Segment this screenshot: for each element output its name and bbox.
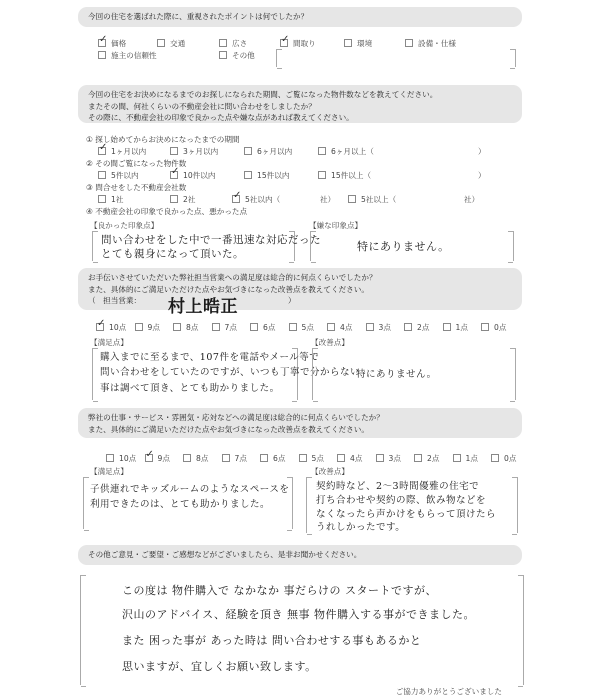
option-label: その他 — [232, 51, 255, 60]
paren-close: ） — [478, 147, 486, 156]
rating-checkbox[interactable] — [491, 454, 499, 462]
unit-companies: 社） — [464, 195, 480, 204]
checkbox-other[interactable] — [219, 51, 227, 59]
checkbox-15properties-plus[interactable] — [318, 171, 326, 179]
other-reason-box[interactable] — [276, 49, 516, 67]
rating-8[interactable] — [183, 453, 222, 464]
option-label: 5件以内 — [111, 171, 139, 180]
checkbox-15properties[interactable] — [244, 171, 252, 179]
section1-header-text: 今回の住宅を選ばれた際に、重視されたポイントは何でしたか？ — [88, 12, 309, 21]
service-improve-line: うれしかったです。 — [316, 522, 406, 533]
option-environment[interactable] — [344, 38, 372, 49]
option-label: 10件以内 — [183, 171, 216, 180]
rating-2[interactable] — [404, 322, 443, 333]
rating-checkbox[interactable] — [173, 323, 181, 331]
rating-10[interactable] — [96, 322, 135, 333]
rating-0[interactable] — [481, 322, 520, 333]
rating-8[interactable] — [173, 322, 212, 333]
rating-checkbox[interactable] — [96, 323, 104, 331]
option-5companies[interactable] — [232, 194, 280, 205]
rating-checkbox[interactable] — [145, 454, 153, 462]
paren-close: ） — [478, 171, 486, 180]
question-properties: ② その間ご覧になった物件数 — [86, 159, 187, 168]
rating-2[interactable] — [414, 453, 453, 464]
service-satisfied-line: 利用できたのは、とても助かりました。 — [90, 499, 271, 510]
section2-header — [78, 85, 522, 123]
rating-label: 3点 — [388, 454, 401, 463]
rating-label: 7点 — [224, 323, 237, 332]
rating-label: 5点 — [311, 454, 324, 463]
rating-checkbox[interactable] — [404, 323, 412, 331]
rating-label: 1点 — [465, 454, 478, 463]
option-label: 5社以上（ — [361, 195, 397, 204]
section4-header-line: 弊社の仕事・サービス・雰囲気・応対などへの満足度は総合的に何点くらいでしたか？ — [88, 413, 384, 422]
option-15properties-plus[interactable] — [318, 170, 371, 181]
rating-1[interactable] — [443, 322, 482, 333]
checkbox-5companies[interactable] — [232, 195, 240, 203]
service-rating-row — [106, 453, 530, 464]
rating-label: 3点 — [378, 323, 391, 332]
section4-header-line: また、具体的にご満足いただけた点やお気づきになった改善点を教えてください。 — [88, 424, 369, 434]
option-label: 設備・仕様 — [418, 39, 456, 48]
rating-checkbox[interactable] — [453, 454, 461, 462]
rating-label: 9点 — [157, 454, 170, 463]
rating-10[interactable] — [106, 453, 145, 464]
staff-row — [88, 295, 512, 307]
staff-label: （ 担当営業： — [88, 296, 142, 306]
rating-5[interactable] — [289, 322, 328, 333]
section3-header-line: お手伝いさせていただいた弊社担当営業への満足度は総合的に何点くらいでしたか？ — [88, 273, 377, 282]
staff-close: ） — [288, 296, 296, 306]
option-label: 広さ — [232, 39, 248, 48]
rating-label: 8点 — [186, 323, 199, 332]
rating-checkbox[interactable] — [135, 323, 143, 331]
option-label: 6ヶ月以上（ — [331, 147, 374, 156]
rating-checkbox[interactable] — [443, 323, 451, 331]
option-5properties[interactable] — [98, 170, 139, 181]
rating-checkbox[interactable] — [106, 454, 114, 462]
rating-checkbox[interactable] — [376, 454, 384, 462]
rating-5[interactable] — [299, 453, 338, 464]
option-10properties[interactable] — [170, 170, 215, 181]
rating-checkbox[interactable] — [327, 323, 335, 331]
staff-improve-title: 【改善点】 — [311, 338, 349, 347]
rating-4[interactable] — [327, 322, 366, 333]
footer-thanks: ご協力ありがとうございました — [395, 687, 502, 696]
rating-checkbox[interactable] — [289, 323, 297, 331]
option-label: 1社 — [111, 195, 124, 204]
option-label: 施主の信頼性 — [111, 51, 157, 60]
checkbox-transport[interactable] — [157, 39, 165, 47]
question-companies: ③ 問合せをした不動産会社数 — [86, 183, 187, 192]
rating-3[interactable] — [366, 322, 405, 333]
rating-label: 4点 — [340, 323, 353, 332]
section2-header-line: 今回の住宅をお決めになるまでのお探しになられた期間、ご覧になった物件数などを教えてください。 — [88, 90, 438, 99]
rating-label: 0点 — [504, 454, 517, 463]
rating-label: 6点 — [263, 323, 276, 332]
rating-0[interactable] — [491, 453, 530, 464]
rating-checkbox[interactable] — [366, 323, 374, 331]
staff-name: 村上晧正 — [168, 297, 238, 317]
rating-checkbox[interactable] — [337, 454, 345, 462]
checkbox-2companies[interactable] — [170, 195, 178, 203]
option-equipment[interactable] — [405, 38, 456, 49]
rating-1[interactable] — [453, 453, 492, 464]
option-1company[interactable] — [98, 194, 123, 205]
option-price[interactable] — [98, 38, 126, 49]
rating-checkbox[interactable] — [260, 454, 268, 462]
option-6month[interactable] — [244, 146, 292, 157]
staff-satisfied-line: 事は調べて頂き、とても助かりました。 — [100, 383, 280, 394]
rating-checkbox[interactable] — [414, 454, 422, 462]
option-label: 1ヶ月以内 — [111, 147, 147, 156]
rating-6[interactable] — [260, 453, 299, 464]
option-6month-plus[interactable] — [318, 146, 374, 157]
service-satisfied-title: 【満足点】 — [90, 467, 128, 476]
service-satisfied-line: 子供連れでキッズルームのようなスペースを — [90, 484, 290, 495]
option-label: 価格 — [111, 39, 127, 48]
section1-header — [78, 7, 522, 27]
option-other[interactable] — [219, 50, 255, 61]
rating-6[interactable] — [250, 322, 289, 333]
question-period: ① 探し始めてからお決めになったまでの期間 — [86, 135, 240, 144]
rating-checkbox[interactable] — [299, 454, 307, 462]
checkbox-6month-plus[interactable] — [318, 147, 326, 155]
checkbox-environment[interactable] — [344, 39, 352, 47]
checkbox-1month[interactable] — [98, 147, 106, 155]
service-improve-line: 打ち合わせや契約の際、飲み物などを — [316, 495, 487, 506]
checkbox-6month[interactable] — [244, 147, 252, 155]
option-15properties[interactable] — [244, 170, 289, 181]
service-improve-line: 契約時など、2〜3時間優雅の住宅で — [316, 481, 480, 492]
comment-line: 思いますが、宜しくお願い致します。 — [122, 660, 317, 673]
good-impression-title: 【良かった印象点】 — [90, 221, 159, 230]
rating-9[interactable] — [145, 453, 184, 464]
option-label: 交通 — [170, 39, 186, 48]
rating-label: 2点 — [417, 323, 430, 332]
rating-3[interactable] — [376, 453, 415, 464]
rating-label: 4点 — [350, 454, 363, 463]
option-label: 15件以内 — [257, 171, 290, 180]
checkbox-equipment[interactable] — [405, 39, 413, 47]
option-label: 6ヶ月以内 — [257, 147, 293, 156]
rating-checkbox[interactable] — [183, 454, 191, 462]
option-1month[interactable] — [98, 146, 146, 157]
section4-header — [78, 408, 522, 438]
unit-companies: 社） — [320, 195, 336, 204]
comment-line: この度は 物件購入で なかなか 事だらけの スタートですが、 — [122, 584, 437, 597]
section2-header-line: その際に、不動産会社の印象で良かった点や嫌な点があれば教えてください。 — [88, 113, 354, 123]
option-label: 2社 — [183, 195, 196, 204]
checkbox-layout[interactable] — [280, 39, 288, 47]
rating-label: 2点 — [427, 454, 440, 463]
option-reliability[interactable] — [98, 50, 157, 61]
option-transport[interactable] — [157, 38, 185, 49]
comment-line: 沢山のアドバイス、経験を頂き 無事 物件購入する事ができました。 — [122, 608, 475, 621]
service-improve-title: 【改善点】 — [311, 467, 349, 476]
staff-rating-row — [96, 322, 520, 333]
good-impression-line: とても親身になって頂いた。 — [101, 248, 244, 260]
section2-header-line: またその間、何社くらいの不動産会社に問い合わせをしましたか？ — [88, 101, 316, 111]
staff-satisfied-line: 購入までに至るまで、107件を電話やメール等で — [100, 352, 320, 363]
staff-improve-text: 特にありません。 — [356, 369, 437, 380]
staff-satisfied-title: 【満足点】 — [90, 338, 128, 347]
option-3month[interactable] — [170, 146, 218, 157]
rating-label: 1点 — [455, 323, 468, 332]
question-impression: ④ 不動産会社の印象で良かった点、悪かった点 — [86, 207, 248, 216]
rating-label: 5点 — [301, 323, 314, 332]
section3-header — [78, 268, 522, 310]
checkbox-area[interactable] — [219, 39, 227, 47]
section3-header-line: また、具体的にご満足いただけた点やお気づきになった改善点を教えてください。 — [88, 284, 369, 294]
option-layout[interactable] — [280, 38, 316, 49]
comment-line: また 困った事が あった時は 問い合わせする事もあるかと — [122, 634, 422, 647]
rating-checkbox[interactable] — [481, 323, 489, 331]
rating-9[interactable] — [135, 322, 174, 333]
checkbox-5properties[interactable] — [98, 171, 106, 179]
rating-label: 6点 — [273, 454, 286, 463]
option-label: 5社以内（ — [245, 195, 281, 204]
rating-4[interactable] — [337, 453, 376, 464]
section5-header-text: その他ご意見・ご要望・ご感想などがございましたら、是非お聞かせください。 — [88, 550, 362, 559]
option-2companies[interactable] — [170, 194, 195, 205]
checkbox-5companies-plus[interactable] — [348, 195, 356, 203]
rating-7[interactable] — [212, 322, 251, 333]
checkbox-1company[interactable] — [98, 195, 106, 203]
rating-label: 9点 — [147, 323, 160, 332]
section5-header — [78, 545, 522, 565]
rating-label: 7点 — [234, 454, 247, 463]
checkbox-3month[interactable] — [170, 147, 178, 155]
rating-label: 0点 — [494, 323, 507, 332]
rating-7[interactable] — [222, 453, 261, 464]
rating-checkbox[interactable] — [222, 454, 230, 462]
bad-impression-text: 特にありません。 — [357, 240, 450, 253]
rating-label: 8点 — [196, 454, 209, 463]
bad-impression-title: 【嫌な印象点】 — [309, 221, 363, 230]
good-impression-line: 問い合わせをした中で一番迅速な対応だった — [101, 234, 321, 246]
option-5companies-plus[interactable] — [348, 194, 396, 205]
staff-satisfied-line: 問い合わせをしていたのですが、いつも丁寧で分からない — [100, 367, 361, 378]
option-label: 15件以上（ — [331, 171, 372, 180]
checkbox-reliability[interactable] — [98, 51, 106, 59]
checkbox-10properties[interactable] — [170, 171, 178, 179]
option-label: 3ヶ月以内 — [183, 147, 219, 156]
option-label: 環境 — [357, 39, 373, 48]
checkbox-price[interactable] — [98, 39, 106, 47]
service-improve-line: なくなったら声かけをもらって頂けたら — [316, 509, 497, 520]
option-area[interactable] — [219, 38, 247, 49]
option-label: 間取り — [293, 39, 316, 48]
rating-label: 10点 — [109, 323, 127, 332]
rating-checkbox[interactable] — [250, 323, 258, 331]
rating-label: 10点 — [119, 454, 137, 463]
rating-checkbox[interactable] — [212, 323, 220, 331]
